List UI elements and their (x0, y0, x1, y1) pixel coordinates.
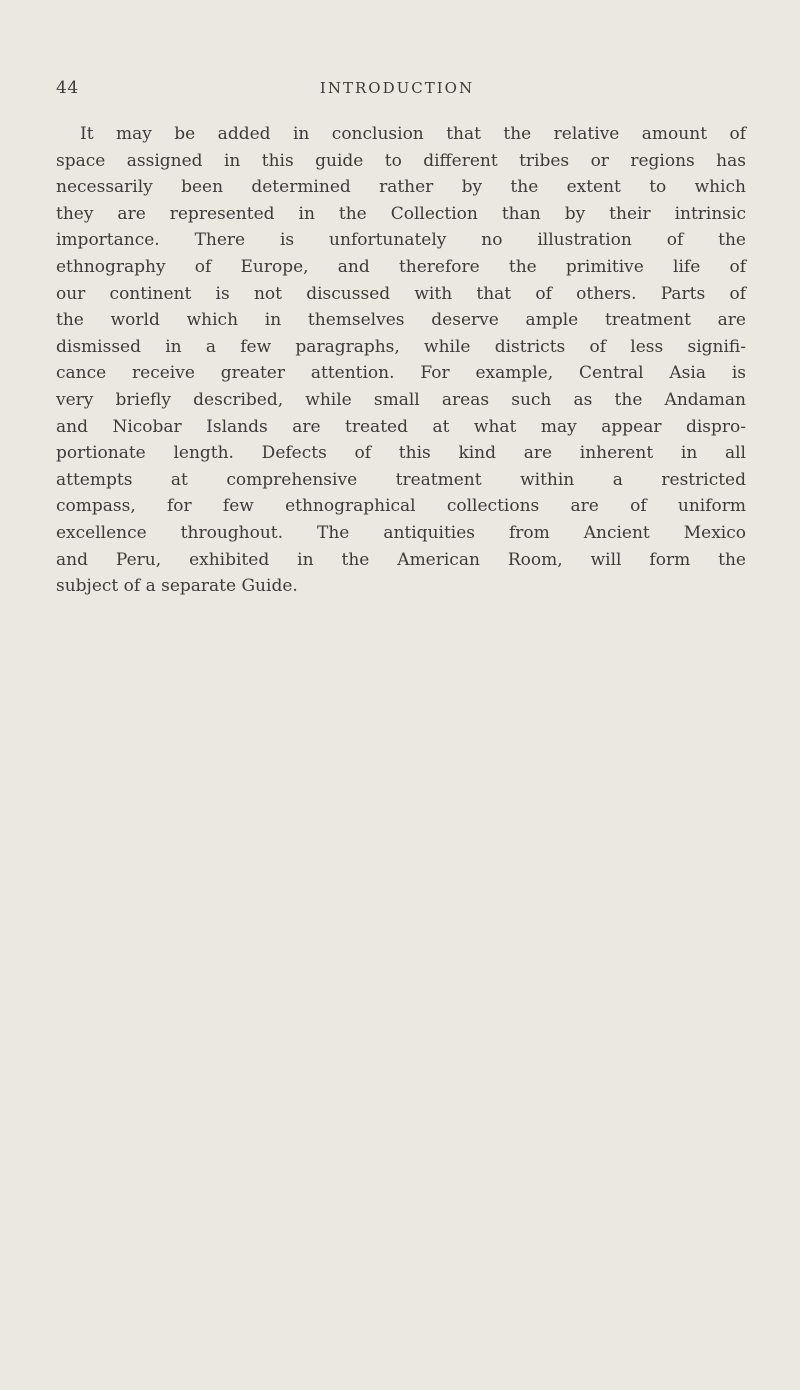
running-head: INTRODUCTION (319, 79, 475, 97)
text-line: they are represented in the Collection than by their intrinsic (56, 203, 746, 224)
text-line: very briefly described, while small areas such as the Andaman (56, 389, 746, 410)
page-header (56, 78, 738, 106)
text-line: and Nicobar Islands are treated at what may appear dispro- (56, 416, 746, 437)
text-line: cance receive greater attention. For example, Central Asia is (56, 363, 746, 384)
text-line: excellence throughout. The antiquities from Ancient Mexico (56, 522, 746, 543)
text-line: dismissed in a few paragraphs, while districts of less signifi- (56, 336, 746, 357)
text-line: ethnography of Europe, and therefore the primitive life of (56, 256, 746, 277)
text-line: and Peru, exhibited in the American Room, will form the (56, 549, 746, 570)
text-line: compass, for few ethnographical collections are of uniform (56, 496, 746, 517)
text-line: necessarily been determined rather by the extent to which (56, 177, 746, 198)
text-line: portionate length. Defects of this kind are inherent in all (56, 443, 746, 464)
text-line: importance. There is unfortunately no illustration of the (56, 230, 746, 251)
text-line: It may be added in conclusion that the relative amount of (80, 124, 746, 144)
text-line: attempts at comprehensive treatment within a restricted (56, 469, 746, 490)
text-line: the world which in themselves deserve ample treatment are (56, 310, 746, 331)
text-line: subject of a separate Guide. (56, 576, 298, 597)
text-line: space assigned in this guide to different tribes or regions has (56, 150, 746, 171)
text-line: our continent is not discussed with that of others. Parts of (56, 283, 746, 304)
paragraph (56, 121, 746, 600)
page-number: 44 (56, 78, 79, 98)
